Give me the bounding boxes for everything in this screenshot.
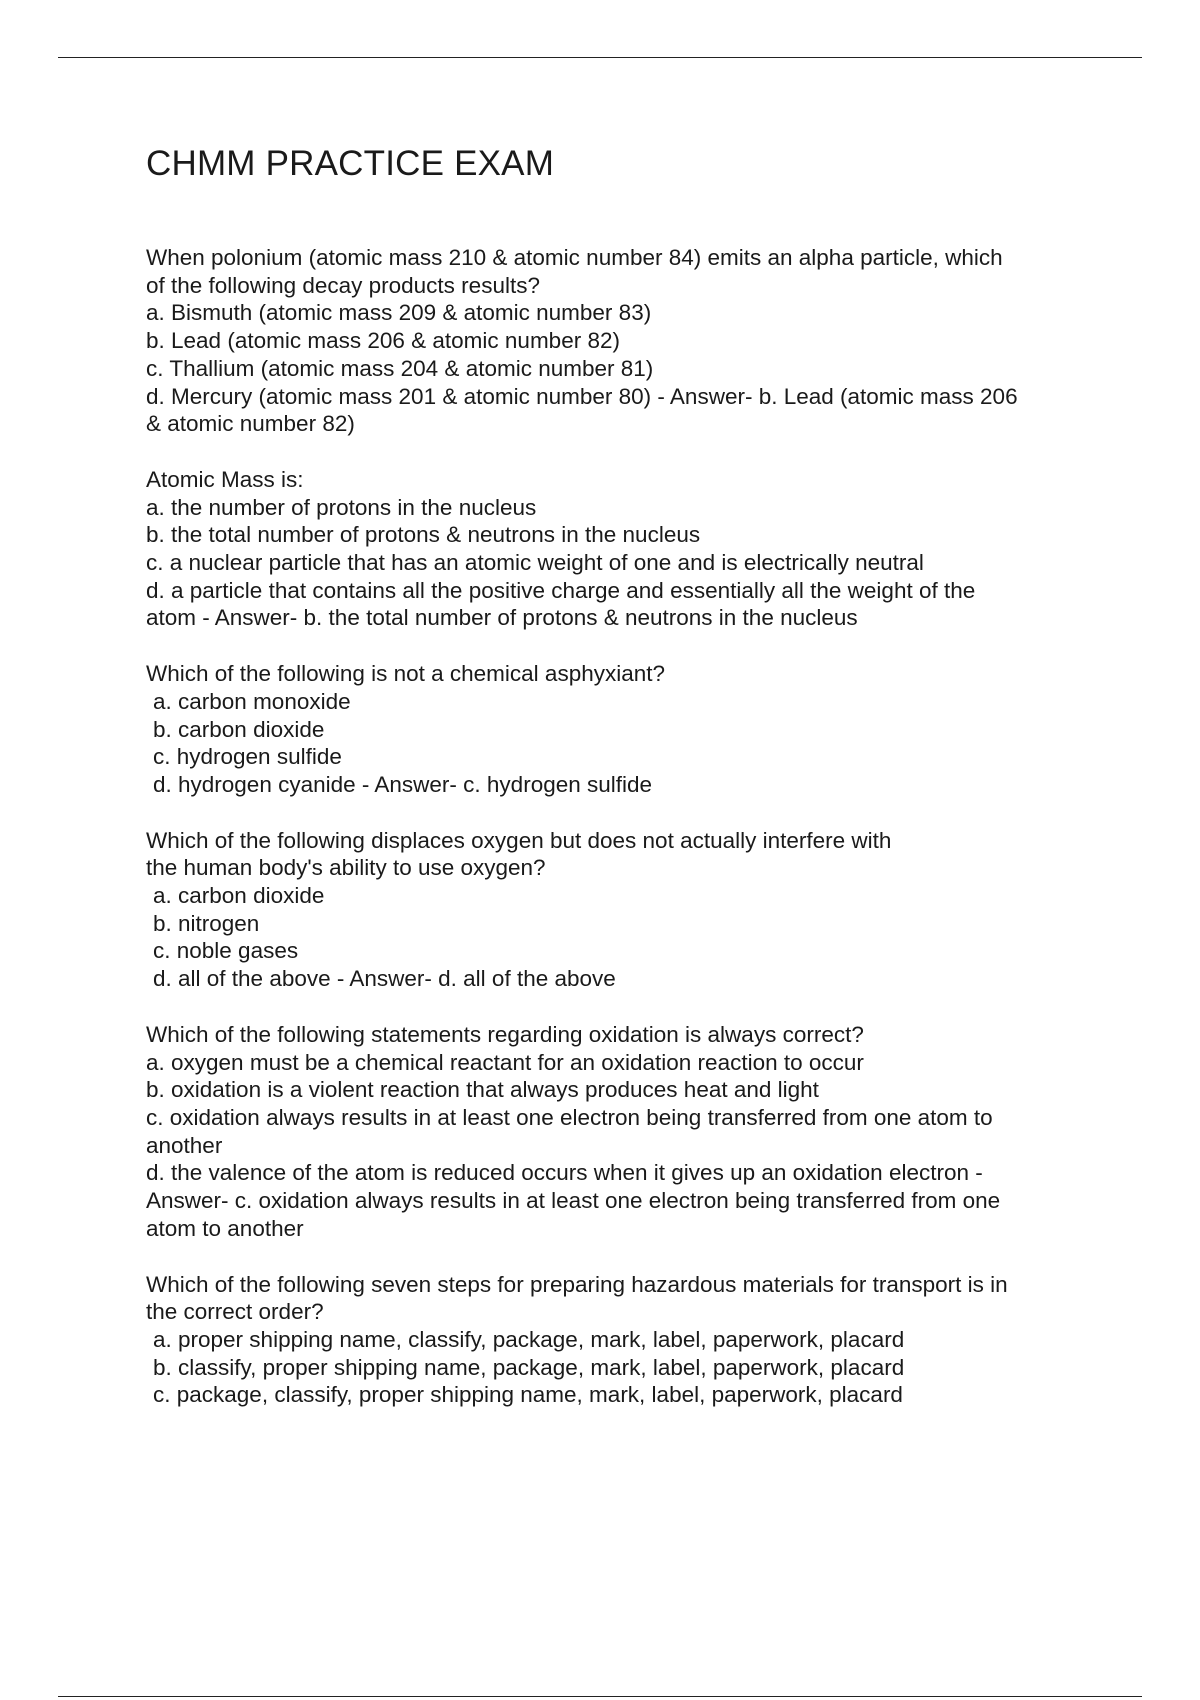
answer-option: a. carbon dioxide (153, 883, 325, 909)
question-1 (146, 244, 1086, 438)
answer-option: c. Thallium (atomic mass 204 & atomic number 81) (146, 355, 654, 381)
question-text: Which of the following is not a chemical asphyxiant? (146, 661, 666, 687)
answer-option: c. package, classify, proper shipping name, mark, label, paperwork, placard (153, 1382, 903, 1408)
question-6 (146, 1271, 1086, 1410)
answer-text: Answer- c. oxidation always results in at least one electron being transferred from one (146, 1188, 1001, 1214)
page-content (146, 140, 1086, 1437)
answer-option: d. hydrogen cyanide - Answer- c. hydrogen sulfide (153, 771, 653, 797)
question-text: Which of the following seven steps for preparing hazardous materials for transport is in (146, 1271, 1008, 1297)
question-text: Which of the following displaces oxygen but does not actually interfere with (146, 827, 892, 853)
answer-option: d. a particle that contains all the positive charge and essentially all the weight of the (146, 577, 976, 603)
answer-text: atom to another (146, 1215, 304, 1241)
answer-option: b. Lead (atomic mass 206 & atomic number 82) (146, 328, 620, 354)
question-text: the human body's ability to use oxygen? (146, 855, 546, 881)
question-text: the correct order? (146, 1299, 324, 1325)
answer-option: d. Mercury (atomic mass 201 & atomic number 80) - Answer- b. Lead (atomic mass 206 (146, 383, 1018, 409)
question-5 (146, 1021, 1086, 1243)
answer-option: c. hydrogen sulfide (153, 744, 342, 770)
answer-option: b. nitrogen (153, 910, 260, 936)
answer-option: a. oxygen must be a chemical reactant for an oxidation reaction to occur (146, 1049, 864, 1075)
answer-option: a. the number of protons in the nucleus (146, 494, 537, 520)
answer-option: b. classify, proper shipping name, package, mark, label, paperwork, placard (153, 1354, 905, 1380)
answer-option: c. oxidation always results in at least one electron being transferred from one atom to (146, 1104, 993, 1130)
top-rule (58, 57, 1142, 58)
answer-option: d. all of the above - Answer- d. all of the above (153, 966, 616, 992)
answer-option: a. Bismuth (atomic mass 209 & atomic number 83) (146, 300, 652, 326)
answer-text: atom - Answer- b. the total number of protons & neutrons in the nucleus (146, 605, 858, 631)
bottom-rule (58, 1696, 1142, 1697)
question-text: of the following decay products results? (146, 272, 540, 298)
answer-option: b. the total number of protons & neutrons in the nucleus (146, 522, 701, 548)
question-3 (146, 660, 1086, 799)
page-title: CHMM PRACTICE EXAM (146, 144, 555, 183)
answer-option: d. the valence of the atom is reduced occurs when it gives up an oxidation electron - (146, 1160, 983, 1186)
answer-option: another (146, 1132, 223, 1158)
answer-option: a. carbon monoxide (153, 688, 351, 714)
answer-option: b. carbon dioxide (153, 716, 325, 742)
answer-option: b. oxidation is a violent reaction that always produces heat and light (146, 1077, 819, 1103)
question-text: When polonium (atomic mass 210 & atomic number 84) emits an alpha particle, which (146, 245, 1003, 270)
question-text: Which of the following statements regarding oxidation is always correct? (146, 1021, 864, 1047)
question-text: Atomic Mass is: (146, 466, 304, 492)
answer-option: c. noble gases (153, 938, 299, 964)
answer-option: c. a nuclear particle that has an atomic weight of one and is electrically neutral (146, 550, 924, 576)
question-2 (146, 466, 1086, 632)
answer-text: & atomic number 82) (146, 411, 355, 437)
answer-option: a. proper shipping name, classify, package, mark, label, paperwork, placard (153, 1326, 905, 1352)
question-4 (146, 827, 1086, 993)
